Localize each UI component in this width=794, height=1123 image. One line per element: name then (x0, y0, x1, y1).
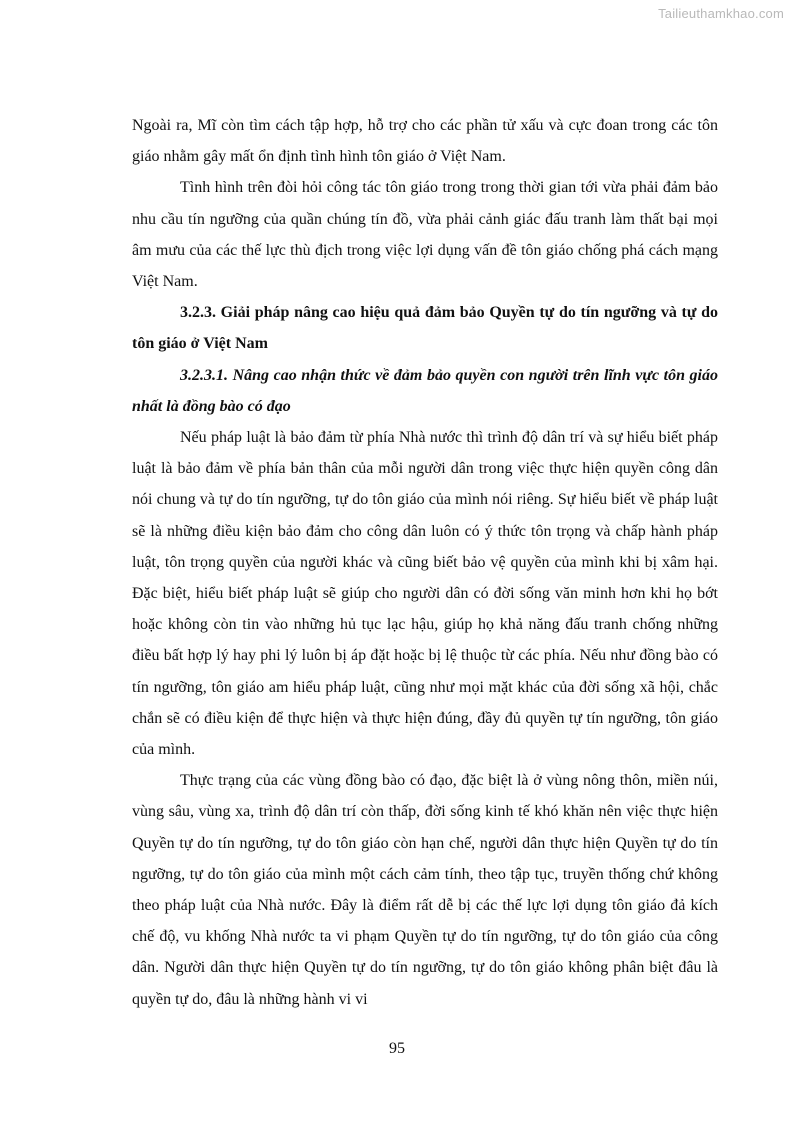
page-body (132, 110, 718, 1015)
paragraph-continuation: Ngoài ra, Mĩ còn tìm cách tập hợp, hỗ trợ cho các phần tử xấu và cực đoan trong các tôn giáo nhằm gây mất ổn định tình hình tôn giáo ở Việt Nam. (132, 117, 718, 166)
watermark: Tailieuthamkhao.com (658, 6, 784, 21)
subsection-heading: 3.2.3.1. Nâng cao nhận thức về đảm bảo quyền con người trên lĩnh vực tôn giáo nhất là đồng bào có đạo (132, 366, 718, 415)
page-number: 95 (389, 1040, 405, 1057)
paragraph-law-awareness: Nếu pháp luật là bảo đảm từ phía Nhà nước thì trình độ dân trí và sự hiểu biết pháp luật là bảo đảm về phía bản thân của mỗi người dân trong việc thực hiện quyền công dân nói chung và tự do tín ngưỡng, tự do tôn giáo của mình nói riêng. Sự hiểu biết về pháp luật sẽ là những điều kiện bảo đảm cho công dân luôn có ý thức tôn trọng và chấp hành pháp luật, tôn trọng quyền của người khác và cũng biết bảo vệ quyền của mình khi bị xâm hại. Đặc biệt, hiểu biết pháp luật sẽ giúp cho người dân có đời sống văn minh hơn khi họ bớt hoặc không còn tin vào những hủ tục lạc hậu, giúp họ khả năng đấu tranh chống những điều bất hợp lý hay phi lý luôn bị áp đặt hoặc bị lệ thuộc từ các phía. Nếu như đồng bào có tín ngưỡng, tôn giáo am hiểu pháp luật, cũng như mọi mặt khác của đời sống xã hội, chắc chắn sẽ có điều kiện để thực hiện và thực hiện đúng, đầy đủ quyền tự tín ngưỡng, tôn giáo của mình. (132, 429, 718, 759)
paragraph-current-state: Thực trạng của các vùng đồng bào có đạo, đặc biệt là ở vùng nông thôn, miền núi, vùng sâu, vùng xa, trình độ dân trí còn thấp, đời sống kinh tế khó khăn nên việc thực hiện Quyền tự do tín ngưỡng, tự do tôn giáo còn hạn chế, người dân thực hiện Quyền tự do tín ngưỡng, tự do tôn giáo của mình một cách cảm tính, theo tập tục, truyền thống chứ không theo pháp luật của Nhà nước. Đây là điểm rất dễ bị các thế lực lợi dụng tôn giáo đả kích chế độ, vu khống Nhà nước ta vi phạm Quyền tự do tín ngưỡng, tự do tôn giáo của công dân. Người dân thực hiện Quyền tự do tín ngưỡng, tự do tôn giáo không phân biệt đâu là quyền tự do, đâu là những hành vi vi (132, 772, 718, 1008)
section-heading: 3.2.3. Giải pháp nâng cao hiệu quả đảm bảo Quyền tự do tín ngưỡng và tự do tôn giáo ở Việt Nam (132, 304, 718, 353)
paragraph-situation: Tình hình trên đòi hỏi công tác tôn giáo trong trong thời gian tới vừa phải đảm bảo nhu cầu tín ngưỡng của quần chúng tín đồ, vừa phải cảnh giác đấu tranh làm thất bại mọi âm mưu của các thế lực thù địch trong việc lợi dụng vấn đề tôn giáo chống phá cách mạng Việt Nam. (132, 179, 718, 291)
